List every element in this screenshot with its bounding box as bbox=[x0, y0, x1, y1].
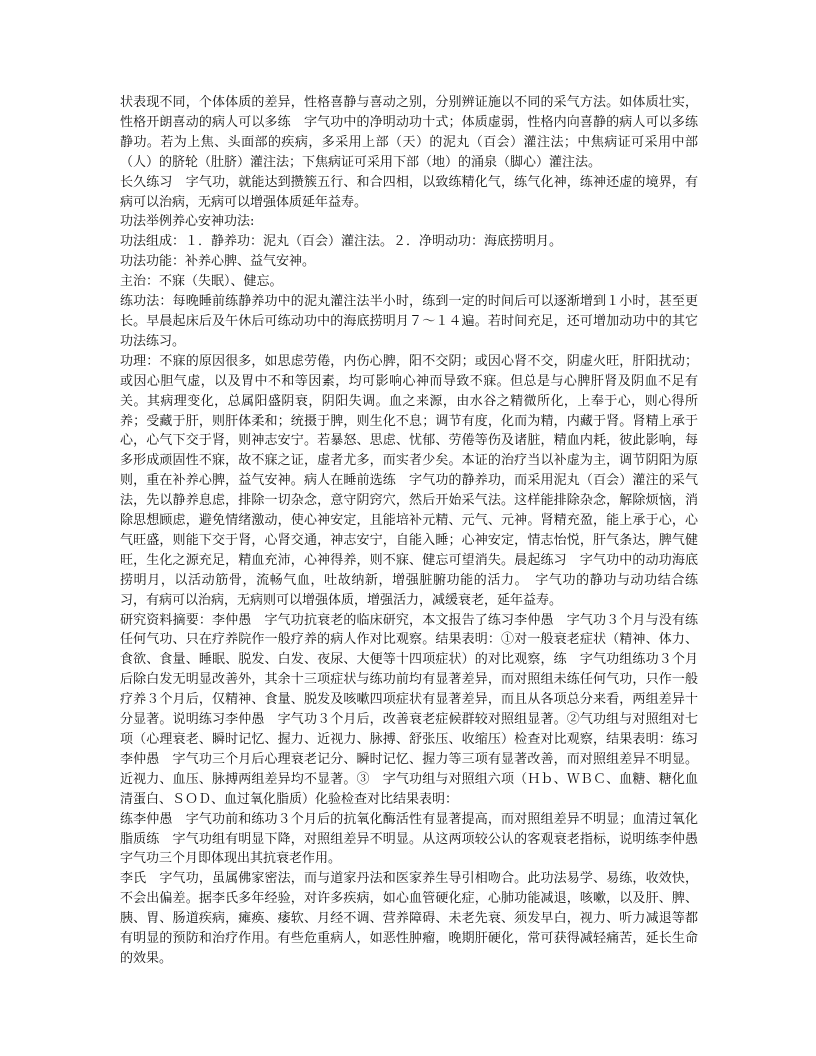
paragraph-long-practice: 长久练习 字气功，就能达到攒簇五行、和合四相，以致练精化气，练气化神，练神还虚的境界，有病可以治病，无病可以增强体质延年益寿。 bbox=[120, 174, 698, 210]
paragraph-theory: 功理：不寐的原因很多，如思虑劳倦，内伤心脾，阳不交阴；或因心肾不交，阴虚火旺，肝阳扰动；或因心胆气虚，以及胃中不和等因素，均可影响心神而导致不寐。但总是与心脾肝肾及阴血不足有关。其病理变化，总属阳盛阴衰，阴阳失调。血之来源，由水谷之精微所化，上奉于心，则心得所养；受藏于肝，则肝体柔和；统摄于脾，则生化不息；调节有度，化而为精，内藏于肾。肾精上承于心，心气下交于肾，则神志安宁。若暴怒、思虑、忧郁、劳倦等伤及诸脏，精血内耗，彼此影响，每多形成顽固性不寐，故不寐之证，虚者尤多，而实者少矣。本证的治疗当以补虚为主，调节阴阳为原则，重在补养心脾，益气安神。病人在睡前选练 字气功的静养功，而采用泥丸（百会）灌注的采气法，先以静养息虑，排除一切杂念，意守阴窍穴，然后开始采气法。这样能排除杂念，解除烦恼，消除思想顾虑，避免情绪激动，使心神安定，且能培补元精、元气、元神。肾精充盈，能上承于心，心气旺盛，则能下交于肾，心肾交通，神志安宁，自能入睡；心神安定，情志怡悦，肝气条达，脾气健旺，生化之源充足，精血充沛，心神得养，则不寐、健忘可望消失。晨起练习 字气功中的动功海底捞明月，以活动筋骨，流畅气血，吐故纳新，增强脏腑功能的活力。 字气功的静功与动功结合练习，有病可以治病，无病则可以增强体质，增强活力，减缓衰老，延年益寿。 bbox=[120, 353, 698, 608]
paragraph-method-example-heading: 功法举例养心安神功法: bbox=[120, 214, 255, 230]
paragraph-research-results: 练李仲愚 字气功前和练功３个月后的抗氧化酶活性有显著提高，而对照组差异不明显；血清过氧化脂质练 字气功组有明显下降，对照组差异不明显。从这两项较公认的客观衰老指标，说明练李仲愚 字气功三个月即体现出其抗衰老作用。 bbox=[120, 811, 712, 867]
document-body bbox=[120, 93, 712, 969]
paragraph-practice-method: 练功法：每晚睡前练静养功中的泥丸灌注法半小时，练到一定的时间后可以逐渐增到１小时，甚至更长。早晨起床后及午休后可练动功中的海底捞明月７～１４遍。若时间充足，还可增加动功中的其它功法练习。 bbox=[120, 294, 698, 349]
paragraph-indications: 主治：不寐（失眠）、健忘。 bbox=[120, 274, 283, 290]
paragraph-research-abstract: 研究资料摘要：李仲愚 字气功抗衰老的临床研究，本文报告了练习李仲愚 字气功３个月与没有练任何气功、只在疗养院作一般疗养的病人作对比观察。结果表明：①对一般衰老症状（精神、体力、食欲、食量、睡眠、脱发、白发、夜尿、大便等十四项症状）的对比观察，练 字气功组练功３个月后除白发无明显改善外，其余十三项症状与练功前均有显著差异，而对照组未练任何气功，只作一般疗养３个月后，仅精神、食量、脱发及咳嗽四项症状有显著差异，而且从各项总分来看，两组差异十分显著。说明练习李仲愚 字气功３个月后，改善衰老症候群较对照组显著。②气功组与对照组对七项（心理衰老、瞬时记忆、握力、近视力、脉搏、舒张压、收缩压）检查对比观察，结果表明：练习李仲愚 字气功三个月后心理衰老记分、瞬时记忆、握力等三项有显著改善，而对照组差异不明显。近视力、血压、脉搏两组差异均不显著。③ 字气功组与对照组六项（Ｈｂ、ＷＢＣ、血糖、糖化血清蛋白、ＳＯＤ、血过氧化脂质）化验检查对比结果表明： bbox=[120, 612, 698, 807]
paragraph-method-function: 功法功能：补养心脾、益气安神。 bbox=[120, 254, 316, 270]
paragraph-continuation: 状表现不同，个体体质的差异，性格喜静与喜动之别，分别辨证施以不同的采气方法。如体质壮实，性格开朗喜动的病人可以多练 字气功中的净明动功十式；体质虚弱，性格内向喜静的病人可以多练静功。若为上焦、头面部的疾病，多采用上部（天）的泥丸（百会）灌注法；中焦病证可采用中部（人）的脐轮（肚脐）灌注法；下焦病证可采用下部（地）的涌泉（脚心）灌注法。 bbox=[120, 95, 698, 170]
paragraph-method-composition: 功法组成：１．静养功：泥丸（百会）灌注法。２．净明动功：海底捞明月。 bbox=[120, 234, 563, 250]
paragraph-li-qigong-summary: 李氏 字气功，虽属佛家密法，而与道家丹法和医家养生导引相吻合。此功法易学、易练，收效快，不会出偏差。据李氏多年经验，对许多疾病，如心血管硬化症，心肺功能减退，咳嗽，以及肝、脾、胰、胃、肠道疾病，瘫痪、痿软、月经不调、营养障碍、未老先衰、须发早白，视力、听力减退等都有明显的预防和治疗作用。有些危重病人，如恶性肿瘤，晚期肝硬化，常可获得减轻痛苦，延长生命的效果。 bbox=[120, 871, 698, 966]
